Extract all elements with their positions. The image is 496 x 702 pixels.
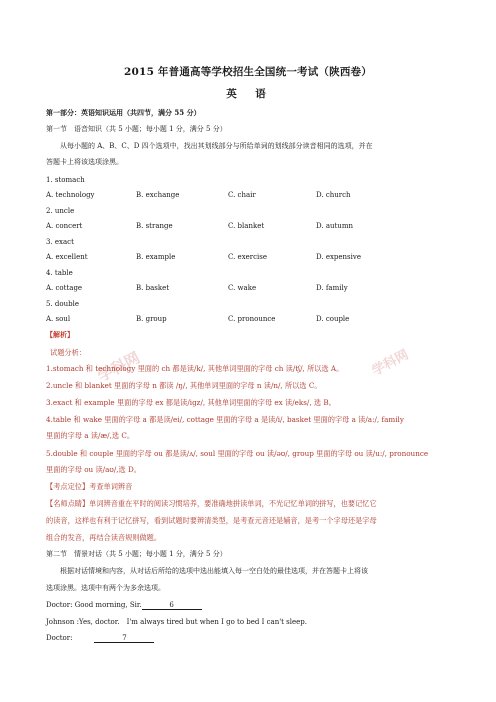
analysis-tag: 【解析】 (46, 330, 74, 339)
section2-instruction-2: 选项涂黑。选项中有两个为多余选项。 (46, 584, 165, 592)
option-a: A. cottage (46, 284, 83, 292)
section1-instruction: 从每小题的 A、B、C、D 四个选项中，找出其划线部分与所给单词的划线部分读音相同的选项，并在 (60, 142, 373, 150)
option-a: A. concert (46, 222, 83, 230)
question-stem: 4. table (46, 269, 73, 277)
answer-blank: 7 (94, 634, 154, 643)
subject-title: 英 语 (226, 88, 270, 100)
option-c: C. pronounce (228, 315, 276, 323)
dialog-line (46, 601, 202, 610)
analysis-line: 4.table 和 wake 里面的字母 a 都是读/ei/, cottage 里面的字母 a 是读/i/, basket 里面的字母 a 读/a:/, family (46, 415, 404, 424)
question-stem: 3. exact (46, 238, 74, 246)
watermark-logo: 学科网 (369, 347, 412, 380)
dialog-speaker: Doctor: Good morning, Sir. (46, 601, 142, 609)
option-d: D. expensive (316, 253, 361, 261)
analysis-line: 2.uncle 和 blanket 里面的字母 n 都读 /ŋ/, 其他单词里面的字母 n 读/n/, 所以选 C。 (46, 381, 322, 390)
option-c: C. blanket (228, 222, 265, 230)
analysis-line: 3.exact 和 example 里面的字母 ex 都是读/igz/, 其他单词里面的字母 ex 读/eks/, 选 B。 (46, 398, 336, 407)
dialog-line (46, 634, 154, 643)
section2-heading: 第二节 情景对话（共 5 小题；每小题 1 分，满分 5 分） (46, 550, 227, 558)
option-b: B. exchange (136, 191, 180, 199)
option-d: D. church (316, 191, 351, 199)
option-a: A. excellent (46, 253, 88, 261)
analysis-line: 5.double 和 couple 里面的字母 ou 都是读/ʌ/, soul 里面的字母 ou 读/əʊ/, group 里面的字母 ou 读/u:/, pronounce (46, 449, 429, 458)
exam-title: 2015 年普通高等学校招生全国统一考试（陕西卷） (124, 66, 372, 78)
option-b: B. example (136, 253, 176, 261)
watermark-logo: 学科网 (94, 348, 143, 386)
answer-blank: 6 (142, 601, 202, 610)
part1-heading: 第一部分：英语知识运用（共四节，满分 55 分） (46, 108, 201, 117)
option-a: A. technology (46, 191, 95, 199)
question-stem: 2. uncle (46, 207, 75, 215)
dialog-speaker: Johnson :Yes, doctor. I'm always tired but when I go to bed I can't sleep. (46, 618, 307, 626)
option-c: C. wake (228, 284, 257, 292)
dialog-speaker: Doctor: (46, 634, 73, 642)
question-stem: 5. double (46, 300, 79, 308)
option-c: C. exercise (228, 253, 268, 261)
option-b: B. strange (136, 222, 173, 230)
option-b: B. group (136, 315, 167, 323)
section1-heading: 第一节 语音知识（共 5 小题；每小题 1 分，满分 5 分） (46, 125, 227, 133)
analysis-label: 试题分析： (50, 348, 86, 357)
analysis-line: 1.stomach 和 technology 里面的 ch 都是读/k/, 其他单词里面的字母 ch 读/tʃ/, 所以选 A。 (46, 364, 344, 373)
dialog-line (46, 618, 307, 627)
analysis-line: 里面的字母 a 读/æ/,选 C。 (46, 431, 135, 440)
teacher-tip: 【名师点睛】单词辨音重在平时的阅读习惯培养，要准确地拼读单词，不光记忆单词的拼写，也要记忆它 (46, 499, 377, 508)
option-d: D. autumn (316, 222, 353, 230)
option-c: C. chair (228, 191, 256, 199)
knowledge-point: 【考点定位】考查单词辨音 (46, 482, 133, 491)
teacher-tip: 组合的发音，再结合读音规则做题。 (46, 533, 162, 542)
section1-instruction-2: 答题卡上将该选项涂黑。 (46, 158, 123, 166)
option-d: D. family (316, 284, 348, 292)
analysis-line: 里面的字母 ou 读/aʊ/,选 D。 (46, 465, 141, 474)
option-b: B. basket (136, 284, 170, 292)
section2-instruction: 根据对话情境和内容，从对话后所给的选项中选出能填入每一空白处的最佳选项，并在答题卡上将该 (60, 567, 368, 575)
teacher-tip: 的读音，这样也有利于记忆拼写，看到试题时要辨清类型，是考查元音还是辅音，是考一个字母还是字母 (46, 516, 377, 525)
question-stem: 1. stomach (46, 176, 85, 184)
option-a: A. soul (46, 315, 71, 323)
option-d: D. couple (316, 315, 350, 323)
